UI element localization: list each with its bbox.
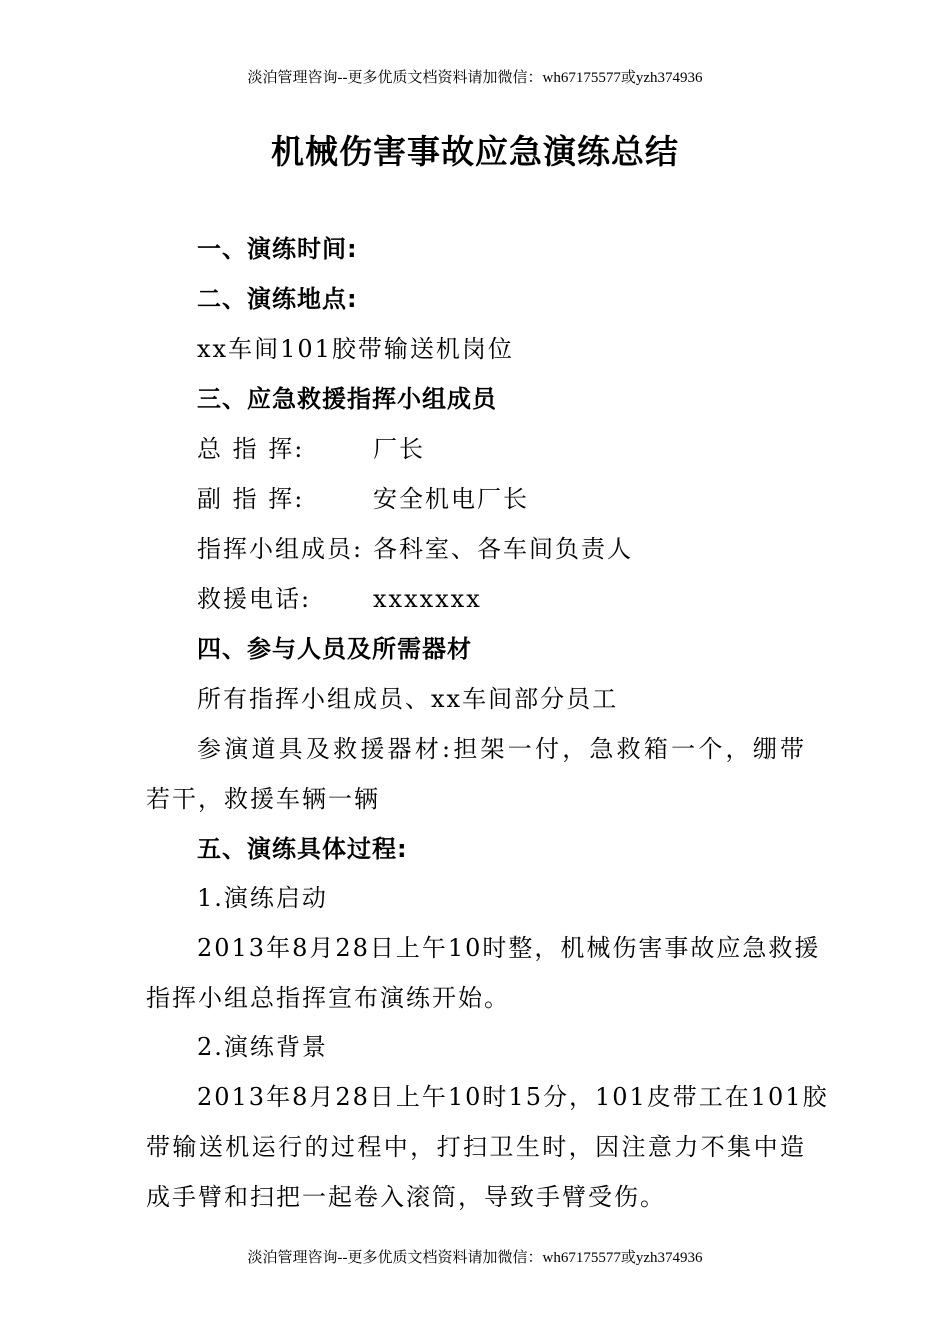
subsection-2-title: 2.演练背景: [197, 1033, 328, 1061]
section-1-heading: 一、演练时间:: [197, 235, 358, 263]
section-4-heading: 四、参与人员及所需器材: [197, 635, 472, 663]
row-value: 厂长: [373, 435, 425, 463]
section-2-heading: 二、演练地点:: [197, 285, 358, 313]
subsection-1-text-line-2: 指挥小组总指挥宣布演练开始。: [146, 984, 510, 1012]
row-label: 救援电话:: [197, 585, 312, 613]
participants-text: 所有指挥小组成员、xx车间部分员工: [197, 685, 619, 713]
command-row: [197, 424, 857, 474]
row-value: 各科室、各车间负责人: [373, 535, 633, 563]
row-value: 安全机电厂长: [373, 485, 529, 513]
section-2-text: xx车间101胶带输送机岗位: [197, 335, 514, 363]
command-row: [197, 524, 857, 574]
page-header: 淡泊管理咨询--更多优质文档资料请加微信：wh67175577或yzh374936: [247, 70, 703, 86]
row-label: 副 指 挥:: [197, 485, 305, 513]
page-footer: 淡泊管理咨询--更多优质文档资料请加微信：wh67175577或yzh374936: [247, 1250, 703, 1266]
row-label: 总 指 挥:: [197, 435, 305, 463]
document-title: 机械伤害事故应急演练总结: [271, 132, 679, 171]
row-value: xxxxxxx: [373, 585, 482, 613]
command-row: [197, 574, 857, 624]
command-row: [197, 474, 857, 524]
row-label: 指挥小组成员:: [197, 535, 364, 563]
subsection-1-text-line-1: 2013年8月28日上午10时整，机械伤害事故应急救援: [197, 934, 821, 962]
section-5-heading: 五、演练具体过程:: [197, 835, 408, 863]
subsection-1-title: 1.演练启动: [197, 884, 328, 912]
subsection-2-text-line-1: 2013年8月28日上午10时15分，101皮带工在101胶: [197, 1083, 829, 1111]
equipment-text-line-1: 参演道具及救援器材:担架一付，急救箱一个，绷带: [197, 735, 806, 763]
subsection-2-text-line-2: 带输送机运行的过程中，打扫卫生时，因注意力不集中造: [146, 1133, 806, 1161]
equipment-text-line-2: 若干，救援车辆一辆: [146, 785, 380, 813]
subsection-2-text-line-3: 成手臂和扫把一起卷入滚筒，导致手臂受伤。: [146, 1183, 666, 1211]
section-3-heading: 三、应急救援指挥小组成员: [197, 385, 497, 413]
